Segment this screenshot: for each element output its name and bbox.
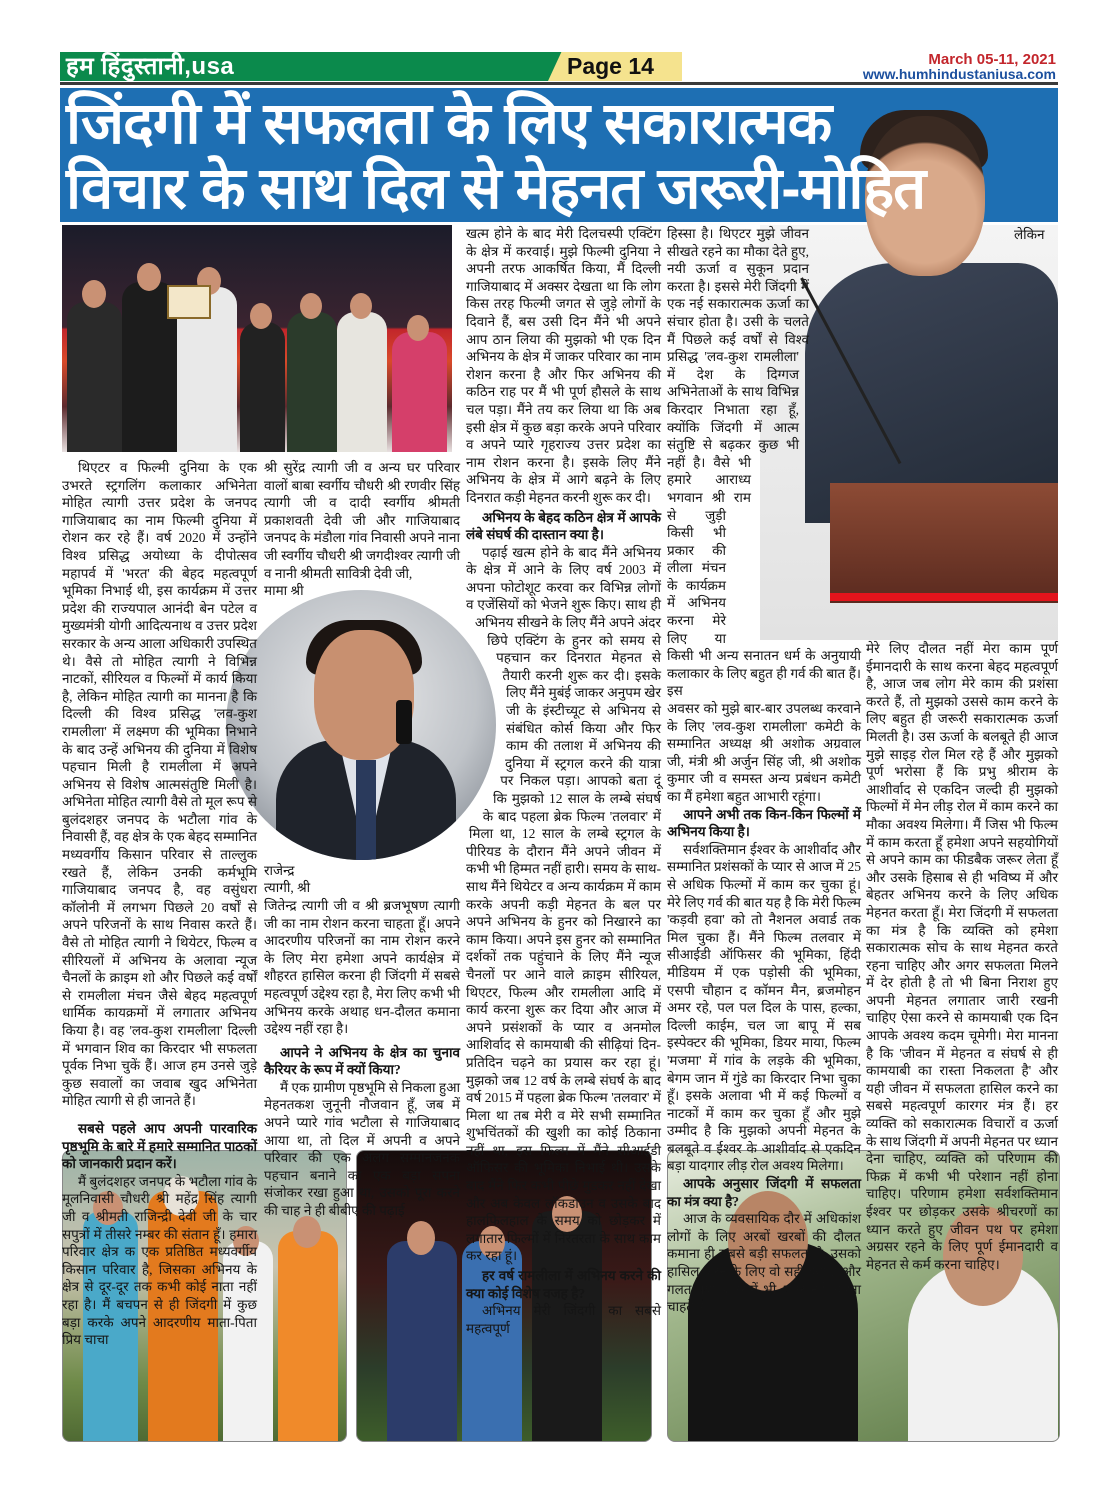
answer-paragraph: अवसर को मुझे बार-बार उपलब्ध करवाने के लिए 'लव-कुश रामलीला' कमेटी के सम्मानित अध्यक्ष श्री अशोक अग्रवाल जी, मंत्री श्री अर्जुन सिंह जी, श्री अशोक कुमार जी व समस्त अन्य प्रबंधन कमेटी का मैं हमेशा बहुत आभारी रहूंगा। <box>667 701 861 804</box>
answer-paragraph: मैं बुलंदशहर जनपद के भटौला गांव के मूलनिवासी चौधरी श्री महेंद्र सिंह त्यागी जी व श्रीमती राजिन्द्री देवी जी के चार सपुत्रों में तीसरे नम्बर की संतान हूँ। हमारा परिवार क्षेत्र क एक प्रतिष्ठित मध्यवर्गीय किसान परिवार है, जिसका अभिनय के क्षेत्र से दूर-दूर तक कभी कोई नाता नहीं रहा है। मैं बचपन से ही जिंदगी में कुछ बड़ा करके अपने आदरणीय माता-पिता प्रिय चाचा <box>62 1173 257 1348</box>
continuation-word: लेकिन <box>1014 227 1045 242</box>
question-heading: आपके अनुसार जिंदगी में सफलता का मंत्र क्या है? <box>667 1176 861 1209</box>
answer-paragraph: खत्म होने के बाद मेरी दिलचस्पी एक्टिंग के क्षेत्र में करवाई। मुझे फिल्मी दुनिया ने अपनी तरफ आकर्षित किया, मैं दिल्ली गाजियाबाद में अक्सर देखता था कि लोग किस तरह फिल्मी जगत से जुड़े लोगों के दिवाने हैं, बस उसी दिन मैंने भी अपने आप ठान लिया की मुझको भी एक दिन अभिनय के क्षेत्र में जाकर परिवार का नाम रोशन करना है और फिर अभिनय की कठिन राह पर मैं भी पूर्ण हौसले के साथ चल पड़ा। मैंने तय कर लिया था कि अब इसी क्षेत्र में कुछ बड़ा करके अपने परिवार व अपने प्यारे गृहराज्य उत्तर प्रदेश का नाम रोशन करना है। इसके लिए मैंने अभिनय के क्षेत्र में आगे बढ़ने के लिए दिनरात कड़ी मेहनत करनी शुरू कर दी। <box>466 226 661 505</box>
headline-line-2: विचार के साथ दिल से मेहनत जरूरी-मोहित <box>66 156 926 221</box>
question-heading: हर वर्ष रामलीला में अभिनय करने की क्या कोई विशेष वजह है? <box>466 1268 661 1301</box>
answer-fragment: त्यागी, श्री <box>264 880 311 896</box>
answer-paragraph: पढ़ाई खत्म होने के बाद मैंने अभिनय के क्षेत्र में आने के लिए वर्ष 2003 में अपना फोटोशूट करवा कर विभिन्न लोगों व एजेंसियों को भेजने शुरू किए। साथ ही अभिनय सीखने के लिए मैंने अपने अंदर छिपे एक्टिंग के हुनर को समय से पहचान कर दिनरात मेहनत से तैयारी करनी शुरू कर दी। इसके लिए मैंने मुबंई जाकर अनुपम खेर जी के इंस्टीच्यूट से अभिनय से संबंधित कोर्स किया और फिर काम की तलाश में अभिनय की दुनिया में स्ट्रगल करने की यात्रा पर निकल पड़ा। आपको बता दूं कि मुझको 12 साल के लम्बे संघर्ष के बाद पहला ब्रेक फिल्म 'तलवार' में मिला था, 12 साल के लम्बे स्ट्रगल के पीरियड के दौरान मैंने अपने जीवन में कभी भी हिम्मत नहीं हारी। समय के साथ-साथ मैंने थियेटर व अन्य कार्यक्रम में काम करके अपनी कड़ी मेहनत के बल पर अपने अभिनय के हुनर को निखारने का काम किया। अपने इस हुनर को सम्मानित दर्शकों तक पहुंचाने के लिए मैंने न्यूज चैनलों पर आने वाले क्राइम सीरियल, थिएटर, फिल्म और रामलीला आदि में कार्य करना शुरू कर दिया और आज में अपने प्रसंशकों के प्यार व अनमोल आशिर्वाद से कामयाबी की सीढ़ियां दिन-प्रतिदिन चढ़ने का प्रयास कर रहा हूं। मुझको जब 12 वर्ष के लम्बे संघर्ष के बाद वर्ष 2015 में पहला ब्रेक फिल्म 'तलवार' में मिला था तब मेरी व मेरे सभी सम्मानित शुभचिंतकों की खुशी का कोई ठिकाना नहीं था, इस फिल्म में मैंने सीआईडी ऑफिसर की भूमिका निभाई थी। उसके बाद मैंने फिर कभी पीछे मुडकर नहीं देखा और अब केवल लॉकडाउन व उसके बाद हालफिलहाल के समय को छोड़कर में लगातार फिल्मों में निरंतरता के साथ काम कर रहा हूं। <box>466 544 661 1264</box>
answer-paragraph: श्री सुरेंद्र त्यागी जी व अन्य घर परिवार वालों बाबा स्वर्गीय चौधरी श्री रणवीर सिंह त्यागी जी व दादी स्वर्गीय श्रीमती प्रकाशवती देवी जी और गाजियाबाद जनपद के मंडौला गांव निवासी अपने नाना जी स्वर्गीय चौधरी श्री जगदीश्वर त्यागी जी व नानी श्रीमती सावित्री देवी जी, <box>264 460 460 581</box>
article-column-1 <box>62 459 257 1349</box>
question-heading: अभिनय के बेहद कठिन क्षेत्र में आपके लंबे संघर्ष की दास्तान क्या है। <box>466 509 661 543</box>
headline-line-1: जिंदगी में सफलता के लिए सकारात्मक <box>66 91 832 156</box>
header-divider <box>60 82 1058 85</box>
award-ceremony-photo <box>62 225 452 452</box>
answer-fragment: मामा श्री <box>264 583 304 599</box>
intro-paragraph: थिएटर व फिल्मी दुनिया के एक उभरते स्ट्रगलिंग कलाकार अभिनेता मोहित त्यागी उत्तर प्रदेश के जनपद गाजियाबाद का नाम फिल्मी दुनिया में रोशन कर रहे हैं। वर्ष 2020 में उन्होंने विश्व प्रसिद्ध अयोध्या के दीपोत्सव महापर्व में 'भरत' की बेहद महत्वपूर्ण भूमिका निभाई थी, इस कार्यक्रम में उत्तर प्रदेश की राज्यपाल आनंदी बेन पटेल व मुख्यमंत्री योगी आदित्यनाथ व उत्तर प्रदेश सरकार के अन्य आला अधिकारी उपस्थित थे। वैसे तो मोहित त्यागी ने विभिन्न नाटकों, सीरियल व फिल्मों में कार्य किया है, लेकिन मोहित त्यागी का मानना है कि दिल्ली की विश्व प्रसिद्ध 'लव-कुश रामलीला' में लक्ष्मण की भूमिका निभाने के बाद उन्हें अभिनय की दुनिया में विशेष पहचान मिली है रामलीला में अपने अभिनय से विशेष आत्मसंतुष्टि मिली है। अभिनेता मोहित त्यागी वैसे तो मूल रूप से बुलंदशहर जनपद के भटौला गांव के निवासी हैं, वह क्षेत्र के एक बेहद सम्मानित मध्यवर्गीय किसान परिवार से ताल्लुक रखते हैं, लेकिन उनकी कर्मभूमि गाजियाबाद जनपद है, वह वसुंधरा कॉलोनी में लगभग पिछले 20 वर्षों से अपने परिजनों के साथ निवास करते हैं। वैसे तो मोहित त्यागी ने थियेटर, फिल्म व सीरियलों में अभिनय के अलावा न्यूज चैनलों के क्राइम शो और पिछले कई वर्षों से रामलीला मंचन जैसे बेहद महत्वपूर्ण धार्मिक कायक्रमों में लगातार अभिनय किया है। वह 'लव-कुश रामलीला' दिल्ली में भगवान शिव का किरदार भी सफलता पूर्वक निभा चुकें हैं। आज हम उनसे जुड़े कुछ सवालों का जवाब खुद अभिनेता मोहित त्यागी से ही जानते हैं। <box>62 460 257 1109</box>
article-column-3 <box>466 225 661 1337</box>
article-column-5 <box>866 640 1058 1273</box>
answer-paragraph: मैं एक ग्रामीण पृष्ठभूमि से निकला हुआ मेहनतकश जुनूनी नौजवान हूँ, जब में अपने प्यारे गांव भटौला से गाजियाबाद आया था, तो दिल में अपनी व अपने परिवार की एक अलग सम्मानजनक पहचान बनाने का एक बड़ा सपना संजोकर रखा हुआ था, उसको पूरा करने की चाह ने ही बीबीए की पढ़ाई <box>264 1079 460 1219</box>
answer-paragraph: सर्वशक्तिमान ईश्वर के आशीर्वाद और सम्मानित प्रशंसकों के प्यार से आज में 25 से अधिक फिल्मों में काम कर चुका हूं। मेरे लिए गर्व की बात यह है कि मेरी फिल्म 'कड़वी हवा' को तो नैशनल अवार्ड तक मिल चुका हैं। मैंने फिल्म तलवार में सीआईडी ऑफिसर की भूमिका, हिंदी मीडियम में एक पड़ोसी की भूमिका, एसपी चौहान द कॉमन मैन, ब्रजमोहन अमर रहे, पल पल दिल के पास, हल्का, दिल्ली काईम, चल जा बापू में सब इस्पेक्टर की भूमिका, डियर माया, फिल्म 'मजमा' में गांव के लड़के की भूमिका, बेगम जान में गुंडे का किरदार निभा चुका हूँ। इसके अलावा भी में कई फिल्मों व नाटकों में काम कर चुका हूँ और मुझे उम्मीद है कि मुझको अपनी मेहनत के बलबूते व ईश्वर के आशीर्वाद से एकदिन बड़ा यादगार लीड़ रोल अवश्य मिलेगा। <box>667 841 861 1174</box>
question-heading: आपने अभी तक किन-किन फिल्मों में अभिनय किया है। <box>667 806 861 840</box>
website-link[interactable]: www.humhindustaniusa.com <box>862 66 1056 82</box>
answer-paragraph: मेरे लिए दौलत नहीं मेरा काम पूर्ण ईमानदारी के साथ करना बेहद महत्वपूर्ण है, आज जब लोग मेरे काम की प्रशंसा करते हैं, तो मुझको उससे काम करने के लिए बहुत ही जरूरी सकारात्मक ऊर्जा मिलती है। उस ऊर्जा के बलबूते ही आज मुझे साइड़ रोल मिल रहे हैं और मुझको पूर्ण भरोसा हैं कि प्रभु श्रीराम के आशीर्वाद से एकदिन जल्दी ही मुझको फिल्मों में मेन लीड़ रोल में काम करने का मौका अवश्य मिलेगा। मैं जिस भी फिल्म में काम करता हूँ हमेशा अपने सहयोगियों से अपने काम का फीडबैक जरूर लेता हूँ और उसके हिसाब से ही भविष्य में और बेहतर अभिनय करने के लिए अधिक मेहनत करता हूँ। मेरा जिंदगी में सफलता का मंत्र है कि व्यक्ति को हमेशा सकारात्मक सोच के साथ मेहनत करते रहना चाहिए और अगर सफलता मिलने में देर होती है तो भी बिना निराश हुए अपनी मेहनत लगातार जारी रखनी चाहिए ऐसा करने से कामयाबी एक दिन आपके अवश्य कदम चूमेगी। मेरा मानना है कि 'जीवन में मेहनत व संघर्ष से ही कामयाबी का रास्ता निकलता है' और यही जीवन में सफलता हासिल करने का सबसे महत्वपूर्ण कारगर मंत्र हैं। हर व्यक्ति को सकारात्मक विचारों व ऊर्जा के साथ जिंदगी में अपनी मेहनत पर ध्यान देना चाहिए, व्यक्ति को परिणाम की फिक्र में कभी भी परेशान नहीं होना चाहिए। परिणाम हमेशा सर्वशक्तिमान ईश्वर पर छोड़कर उसके श्रीचरणों का ध्यान करते हुए जीवन पथ पर हमेशा अग्रसर रहने के लिए पूर्ण ईमानदारी व मेहनत से कर्म करना चाहिए। <box>866 641 1058 1272</box>
issue-date: March 05-11, 2021 <box>928 51 1056 68</box>
answer-fragment: राजेन्द्र <box>264 862 295 878</box>
newspaper-brand: हम हिंदुस्तानी,usa <box>66 53 235 80</box>
question-heading: आपने ने अभिनय के क्षेत्र का चुनाव कैरियर के रूप में क्यों किया? <box>264 1044 460 1078</box>
answer-paragraph: अभिनय मेरी जिंदगी का सबसे महत्वपूर्ण <box>466 1303 661 1336</box>
article-column-4 <box>667 225 861 1316</box>
article-column-2 <box>264 459 460 1220</box>
question-heading: सबसे पहले आप अपनी पारवारिक पृष्ठभूमि के बारे में हमारे सम्मानित पाठकों को जानकारी प्रदान करें। <box>62 1120 257 1172</box>
answer-paragraph: जितेन्द्र त्यागी जी व श्री ब्रजभूषण त्यागी जी का नाम रोशन करना चाहता हूँ। अपने आदरणीय परिजनों का नाम रोशन करने के लिए मेरा हमेशा अपने कार्यक्षेत्र में शौहरत हासिल करना ही जिंदगी में सबसे महत्वपूर्ण उद्देश्य रहा है, मेरा लिए कभी भी अभिनय करके अथाह धन-दौलत कमाना उद्देश्य नहीं रहा है। <box>264 897 460 1037</box>
page-number: Page 14 <box>567 53 654 79</box>
answer-paragraph: हिस्सा है। थिएटर मुझे जीवन सीखते रहने का मौका देते हुए, नयी ऊर्जा व सुकून प्रदान करता है। इससे मेरी जिंदगी में एक नई सकारात्मक ऊर्जा का संचार होता है। उसी के चलते मैं पिछले कई वर्षों से विश्व प्रसिद्ध 'लव-कुश रामलीला' में देश के दिग्गज अभिनेताओं के साथ विभिन्न किरदार निभाता रहा हूँ, क्योंकि जिंदगी में आत्म संतुष्टि से बढ़कर कुछ भी नहीं है। वैसे भी हमारे आराध्य भगवान श्री राम से जुड़ी किसी भी प्रकार की लीला मंचन के कार्यक्रम में अभिनय करना मेरे लिए या किसी भी अन्य सनातन धर्म के अनुयायी कलाकार के लिए बहुत ही गर्व की बात हैं। इस <box>667 226 861 699</box>
answer-paragraph: आज के व्यवसायिक दौर में अधिकांश लोगों के लिए अरबों खरबों की दौलत कमाना ही सबसे बड़ी सफलता है, उसको हासिल करने के लिए वो सही क्या है और गलत क्या है उसमें भी अंतर नहीं करना चाहते हैं, <box>667 1211 861 1315</box>
